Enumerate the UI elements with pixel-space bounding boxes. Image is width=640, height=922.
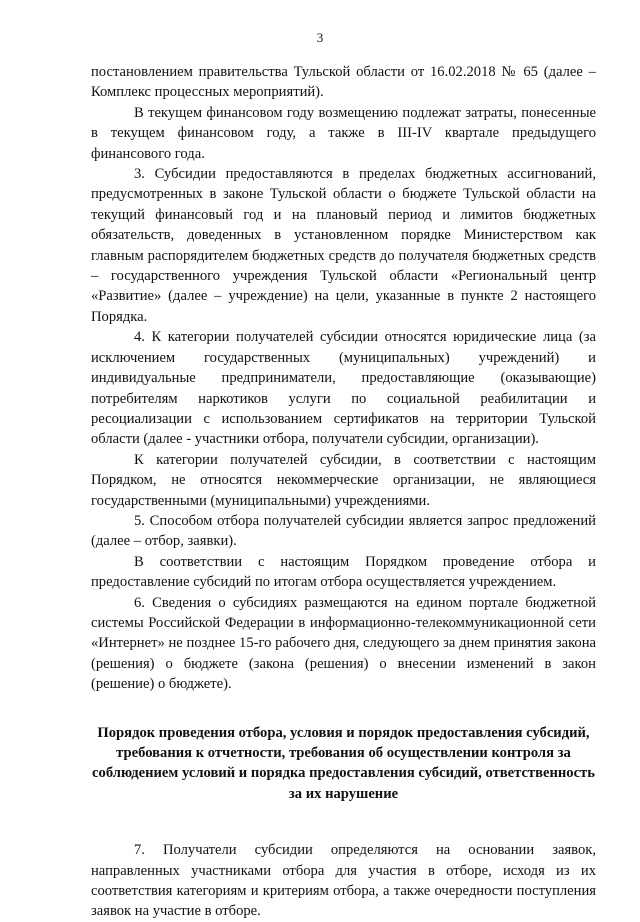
- paragraph-item-3: 3. Субсидии предоставляются в пределах бюджетных ассигнований, предусмотренных в законе Тульской области о бюджете Тульской области на текущий финансовый год и на плановый период и лимитов бюджетных обязательств, доведенных в установленном порядке Министерством как главным распорядителем бюджетных средств до получателя бюджетных средств – государственного учреждения Тульской области «Региональный центр «Развитие» (далее – учреждение) на цели, указанные в пункте 2 настоящего Порядка.: [91, 166, 596, 325]
- paragraph-reimbursement-period: В текущем финансовом году возмещению подлежат затраты, понесенные в текущем финансовом году, а также в III-IV квартале предыдущего финансового года.: [91, 104, 596, 162]
- paragraph-item-7: 7. Получатели субсидии определяются на основании заявок, направленных участниками отбора для участия в отборе, исходя из их соответствия категориям и критериям отбора, а также очередности поступления заявок на участие в отборе.: [91, 842, 596, 920]
- paragraph-item-4-exclusion: К категории получателей субсидии, в соответствии с настоящим Порядком, не относятся некоммерческие организации, не являющиеся государственными (муниципальными) учреждениями.: [91, 451, 596, 509]
- paragraph-continuation: постановлением правительства Тульской области от 16.02.2018 № 65 (далее – Комплекс процессных мероприятий).: [91, 64, 596, 101]
- paragraph-item-6: 6. Сведения о субсидиях размещаются на едином портале бюджетной системы Российской Федерации в информационно-телекоммуникационной сети «Интернет» не позднее 15-го рабочего дня, следующего за днем принятия закона (решения) о бюджете (закона (решения) о внесении изменений в закон (решение) о бюджете).: [91, 594, 596, 693]
- paragraph-item-4: 4. К категории получателей субсидии относятся юридические лица (за исключением государственных (муниципальных) учреждений) и индивидуальные предприниматели, предоставляющие (оказывающие) потребителям наркотиков услуги по социальной реабилитации и ресоциализации с использованием сертификатов на территории Тульской области (далее - участники отбора, получатели субсидии, организации).: [91, 329, 596, 448]
- paragraph-item-5: 5. Способом отбора получателей субсидии является запрос предложений (далее – отбор, заявки).: [91, 512, 596, 550]
- document-body: [91, 62, 596, 922]
- paragraph-item-5-institution: В соответствии с настоящим Порядком проведение отбора и предоставление субсидий по итогам отбора осуществляется учреждением.: [91, 553, 596, 591]
- page-number: 3: [316, 30, 324, 45]
- section-heading: Порядок проведения отбора, условия и порядок предоставления субсидий, требования к отчетности, требования об осуществлении контроля за соблюдением условий и порядка предоставления субсидий, ответственность за их нарушение: [92, 724, 595, 802]
